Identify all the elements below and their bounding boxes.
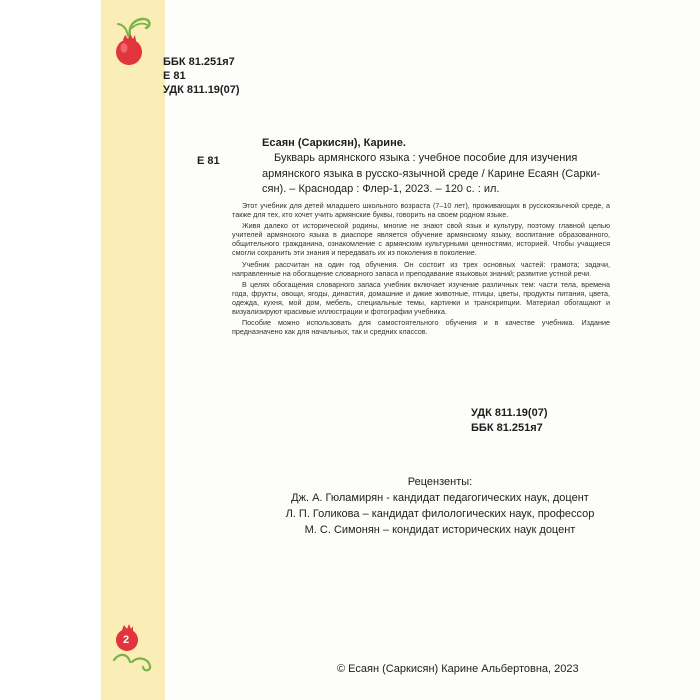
- annotation-paragraph: В целях обогащения словарного запаса учебник включает изучение различных тем: части тела, времена года, фрукты, овощи, ягоды, династия, домашние и дикие животные, птицы, цветы, продукты питания, цвета, одежда, кухня, мой дом, мебель, специальные темы, картинки и транскрипции. Материал обогащают и визуализируют красивые иллюстрации и фотографии учебника.: [232, 280, 610, 316]
- pomegranate-icon: [110, 622, 154, 674]
- pomegranate-icon: [108, 14, 154, 70]
- biblio-line: армянского языка в русско-язычной среде / Карине Есаян (Сарки-: [262, 167, 601, 180]
- classification-codes-bottom: [471, 406, 548, 436]
- reviewers: [200, 474, 680, 538]
- bbk-code: ББК 81.251я7: [163, 56, 235, 68]
- reviewer: Л. П. Голикова – кандидат филологических наук, профессор: [285, 508, 595, 520]
- margin-band: [101, 0, 165, 700]
- bibliographic-description: [262, 151, 612, 198]
- catalog-sign: Е 81: [197, 155, 220, 167]
- reviewers-heading: Рецензенты:: [407, 476, 473, 488]
- annotation: [232, 202, 610, 340]
- udk-code: УДК 811.19(07): [471, 407, 548, 419]
- copyright-notice: © Есаян (Саркисян) Карине Альбертовна, 2023: [337, 663, 579, 675]
- biblio-line: сян). – Краснодар : Флер-1, 2023. – 120 с. : ил.: [262, 183, 500, 195]
- author-name: Есаян (Саркисян), Карине.: [262, 137, 406, 149]
- annotation-paragraph: Учебник рассчитан на один год обучения. Он состоит из трех основных частей: грамота; задачи, направленные на обогащение словарного запаса и преподавание языковых знаний; развитие устной речи.: [232, 259, 610, 278]
- bbk-code: ББК 81.251я7: [471, 422, 543, 434]
- page-number: 2: [122, 634, 130, 646]
- annotation-paragraph: Этот учебник для детей младшего школьного возраста (7–10 лет), проживающих в русскоязычной среде, а также для тех, кто хочет учить армянские буквы, говорить на своем родном языке.: [232, 201, 610, 219]
- reviewer: Дж. А. Гюламирян - кандидат педагогических наук, доцент: [291, 492, 589, 504]
- book-page: [100, 0, 700, 700]
- reviewer: М. С. Симонян – кондидат исторических наук доцент: [304, 524, 576, 536]
- annotation-paragraph: Пособие можно использовать для самостоятельного обучения и в качестве учебника. Издание предназначено как для начальных, так и средних классов.: [232, 318, 610, 337]
- biblio-line: Букварь армянского языка : учебное пособие для изучения: [274, 152, 578, 164]
- classification-codes: [163, 55, 240, 97]
- author-sign: Е 81: [163, 70, 186, 82]
- udk-code: УДК 811.19(07): [163, 84, 240, 96]
- annotation-paragraph: Живя далеко от исторической родины, многие не знают свой язык и культуру, поэтому главной целью учителей армянского языка в диаспоре является обучение армянскому языку, воспитание образованного, общительного гражданина, ознакомление с армянским культурными ценностями, историей. Чтобы учащиеся смогли сохранить эти знания и передавать их из поколения в поколение.: [232, 221, 610, 258]
